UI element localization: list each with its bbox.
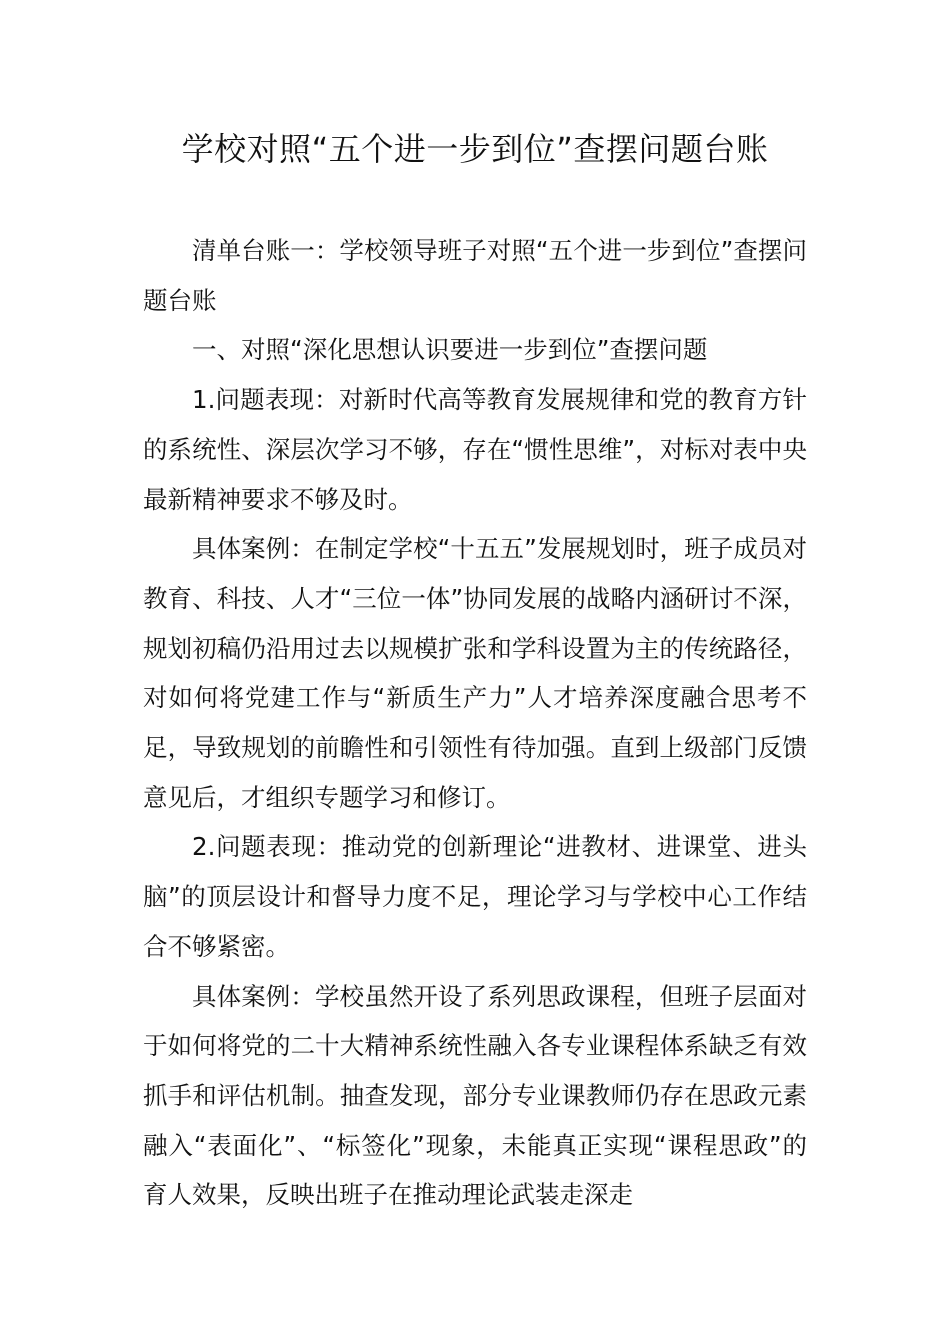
document-body (143, 226, 807, 1220)
document-title: 学校对照“五个进一步到位”查摆问题台账 (181, 130, 769, 168)
paragraph-section-heading: 一、对照“深化思想认识要进一步到位”查摆问题 (192, 335, 708, 365)
paragraph-issue-1: 1.问题表现：对新时代高等教育发展规律和党的教育方针的系统性、深层次学习不够，存在“惯性思维”，对标对表中央最新精神要求不够及时。 (143, 385, 807, 514)
paragraph-list-heading: 清单台账一：学校领导班子对照“五个进一步到位”查摆问题台账 (143, 236, 807, 315)
paragraph-case-1: 具体案例：在制定学校“十五五”发展规划时，班子成员对教育、科技、人才“三位一体”协同发展的战略内涵研讨不深，规划初稿仍沿用过去以规模扩张和学科设置为主的传统路径，对如何将党建工作与“新质生产力”人才培养深度融合思考不足，导致规划的前瞻性和引领性有待加强。直到上级部门反馈意见后，才组织专题学习和修订。 (143, 534, 807, 812)
paragraph-case-2: 具体案例：学校虽然开设了系列思政课程，但班子层面对于如何将党的二十大精神系统性融入各专业课程体系缺乏有效抓手和评估机制。抽查发现，部分专业课教师仍存在思政元素融入“表面化”、“标签化”现象，未能真正实现“课程思政”的育人效果，反映出班子在推动理论武装走深走 (143, 981, 807, 1210)
paragraph-issue-2: 2.问题表现：推动党的创新理论“进教材、进课堂、进头脑”的顶层设计和督导力度不足，理论学习与学校中心工作结合不够紧密。 (143, 832, 807, 961)
